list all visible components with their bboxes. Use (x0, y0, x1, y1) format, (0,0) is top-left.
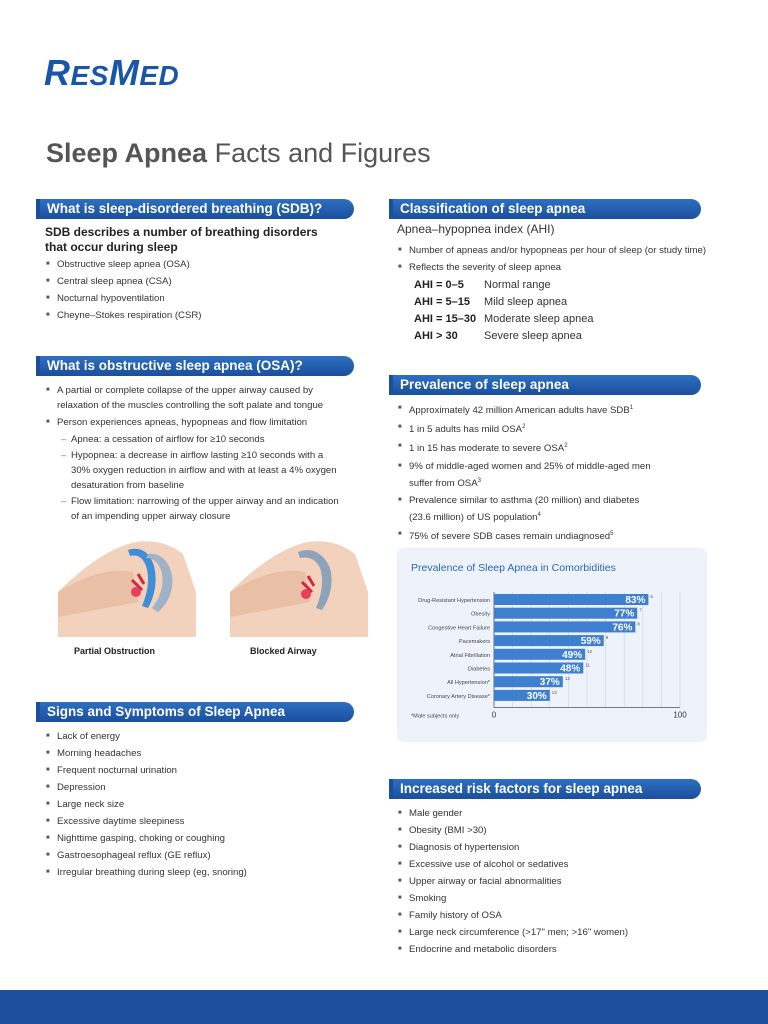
symptoms-list (45, 728, 345, 881)
risk-list (397, 805, 717, 958)
sub-list-item: – Flow limitation: narrowing of the upper airway and an indication of an impending upper airway closure (61, 494, 345, 524)
category-label: All Hypertension* (447, 680, 490, 687)
prevalence-text: Prevalence similar to asthma (20 million) and diabetes (23.6 million) of US population (409, 494, 640, 523)
logo-letter-r: R (44, 52, 71, 93)
bar-ref: 6 (650, 594, 653, 599)
list-item: ■ Nighttime gasping, choking or coughing (45, 830, 345, 847)
footnote-ref: 2 (564, 443, 568, 450)
bar-ref: 8 (637, 621, 640, 627)
list-item (397, 493, 657, 525)
footnote-ref: 4 (537, 511, 541, 518)
bar-ref: 11 (585, 662, 590, 668)
list-item: ■ Obesity (BMI >30) (397, 822, 717, 839)
list-item: ■ Diagnosis of hypertension (397, 839, 717, 856)
resmed-logo (44, 52, 179, 94)
chart-note: *Male subjects only (411, 713, 460, 720)
list-item: ■ Reflects the severity of sleep apnea (397, 259, 717, 276)
list-item: ■ Central sleep apnea (CSA) (45, 273, 345, 290)
blocked-airway-label: Blocked Airway (250, 646, 317, 656)
logo-letter-m: M (108, 52, 140, 93)
list-item (397, 401, 707, 418)
prevalence-text: Approximately 42 million American adults have SDB (409, 405, 630, 417)
list-item: ■ Endocrine and metabolic disorders (397, 941, 717, 958)
bar-ref: 7 (639, 607, 642, 613)
footnote-ref: 1 (629, 405, 634, 411)
category-label: Obesity (471, 611, 490, 618)
list-item: ■ Excessive daytime sleepiness (45, 813, 345, 830)
ahi-value: Mild sleep apnea (484, 296, 568, 308)
list-item: ■ Smoking (397, 890, 717, 907)
list-item: ■ Person experiences apneas, hypopneas and flow limitation (45, 415, 345, 430)
list-item (397, 459, 657, 491)
value-label: 59% (580, 636, 601, 648)
x-tick-label: 100 (673, 710, 687, 720)
footer-bar (0, 990, 768, 1024)
ahi-value: Severe sleep apnea (484, 330, 582, 342)
footnote-ref: 3 (477, 477, 481, 484)
bar-ref: 10 (587, 648, 593, 654)
sub-list-item: – Apnea: a cessation of airflow for ≥10 seconds (61, 432, 345, 447)
footnote-ref: 2 (522, 424, 526, 431)
prevalence-text: 75% of severe SDB cases remain undiagnosed (409, 531, 611, 543)
list-item: ■ Lack of energy (45, 728, 345, 745)
bar-ref: 13 (551, 689, 557, 695)
category-label: Atrial Fibrillation (450, 652, 490, 659)
value-label: 49% (562, 649, 583, 661)
category-label: Pacemakers (458, 639, 490, 646)
list-item: ■ Morning headaches (45, 745, 345, 762)
value-label: 83% (625, 595, 646, 606)
list-item (397, 420, 707, 437)
value-label: 30% (526, 690, 547, 702)
list-item: ■ Male gender (397, 805, 717, 822)
classification-heading: Classification of sleep apnea (390, 199, 701, 219)
symptoms-heading: Signs and Symptoms of Sleep Apnea (37, 702, 354, 722)
logo-letters-ed: ED (139, 60, 180, 91)
value-label: 76% (612, 622, 633, 634)
page-title-rest: Facts and Figures (214, 138, 431, 168)
classification-list (397, 242, 717, 276)
prevalence-text: 9% of middle-aged women and 25% of middle-aged men suffer from OSA (409, 460, 651, 489)
list-item: ■ Number of apneas and/or hypopneas per hour of sleep (or study time) (397, 242, 717, 259)
comorbidity-chart-panel (399, 550, 705, 740)
category-label: Diabetes (467, 666, 490, 673)
prevalence-text: 1 in 15 has moderate to severe OSA (409, 443, 565, 455)
list-item (397, 527, 707, 544)
list-item: ■ Gastroesophageal reflux (GE reflux) (45, 847, 345, 864)
list-item (397, 439, 707, 456)
ahi-key: AHI = 0–5 (414, 279, 464, 291)
ahi-key: AHI = 5–15 (414, 296, 470, 308)
ahi-key: AHI = 15–30 (414, 313, 477, 325)
ahi-subhead: Apnea–hypopnea index (AHI) (397, 222, 555, 236)
sdb-list (45, 256, 345, 324)
chart-title: Prevalence of Sleep Apnea in Comorbidities (411, 562, 616, 574)
partial-obstruction-illustration (58, 532, 198, 637)
sub-list-item: – Hypopnea: a decrease in airflow lasting ≥10 seconds with a 30% oxygen reduction in airflow and with at least a 4% oxygen desaturation from baseline (61, 448, 345, 493)
value-label: 37% (539, 677, 560, 689)
sdb-lead: SDB describes a number of breathing disorders that occur during sleep (45, 225, 318, 254)
value-label: 48% (560, 663, 581, 675)
bar-ref: 12 (564, 676, 570, 682)
list-item: ■ Obstructive sleep apnea (OSA) (45, 256, 345, 273)
comorbidity-bar-chart (399, 550, 705, 740)
logo-letters-es: ES (70, 60, 109, 91)
list-item: ■ Depression (45, 779, 345, 796)
prevalence-text: 1 in 5 adults has mild OSA (409, 424, 523, 436)
category-label: Drug-Resistant Hypertension (418, 598, 490, 604)
list-item: ■ Irregular breathing during sleep (eg, snoring) (45, 864, 345, 881)
sdb-heading: What is sleep-disordered breathing (SDB)? (37, 199, 354, 219)
list-item: ■ Cheyne–Stokes respiration (CSR) (45, 307, 345, 324)
page-title (46, 138, 431, 169)
list-item: ■ Excessive use of alcohol or sedatives (397, 856, 717, 873)
list-item: ■ Upper airway or facial abnormalities (397, 873, 717, 890)
list-item: ■ Large neck circumference (>17" men; >16" women) (397, 924, 717, 941)
prevalence-heading: Prevalence of sleep apnea (390, 375, 701, 395)
risk-heading: Increased risk factors for sleep apnea (390, 779, 701, 799)
list-item: ■ Family history of OSA (397, 907, 717, 924)
ahi-value: Moderate sleep apnea (484, 313, 594, 325)
category-label: Congestive Heart Failure (428, 625, 490, 632)
x-tick-label: 0 (491, 710, 497, 720)
value-label: 77% (614, 608, 635, 620)
list-item: ■ Large neck size (45, 796, 345, 813)
osa-heading: What is obstructive sleep apnea (OSA)? (37, 356, 354, 376)
ahi-value: Normal range (484, 279, 551, 291)
prevalence-list (397, 401, 707, 546)
list-item: ■ A partial or complete collapse of the upper airway caused by relaxation of the muscles controlling the soft palate and tongue (45, 383, 345, 413)
bar-ref: 9 (605, 635, 609, 641)
page-title-bold: Sleep Apnea (46, 138, 208, 168)
partial-obstruction-label: Partial Obstruction (74, 646, 156, 656)
osa-content (45, 383, 345, 525)
footnote-ref: 5 (610, 530, 614, 537)
ahi-key: AHI > 30 (414, 330, 458, 342)
list-item: ■ Frequent nocturnal urination (45, 762, 345, 779)
category-label: Coronary Artery Disease* (426, 693, 490, 700)
list-item: ■ Nocturnal hypoventilation (45, 290, 345, 307)
blocked-airway-illustration (230, 532, 370, 637)
